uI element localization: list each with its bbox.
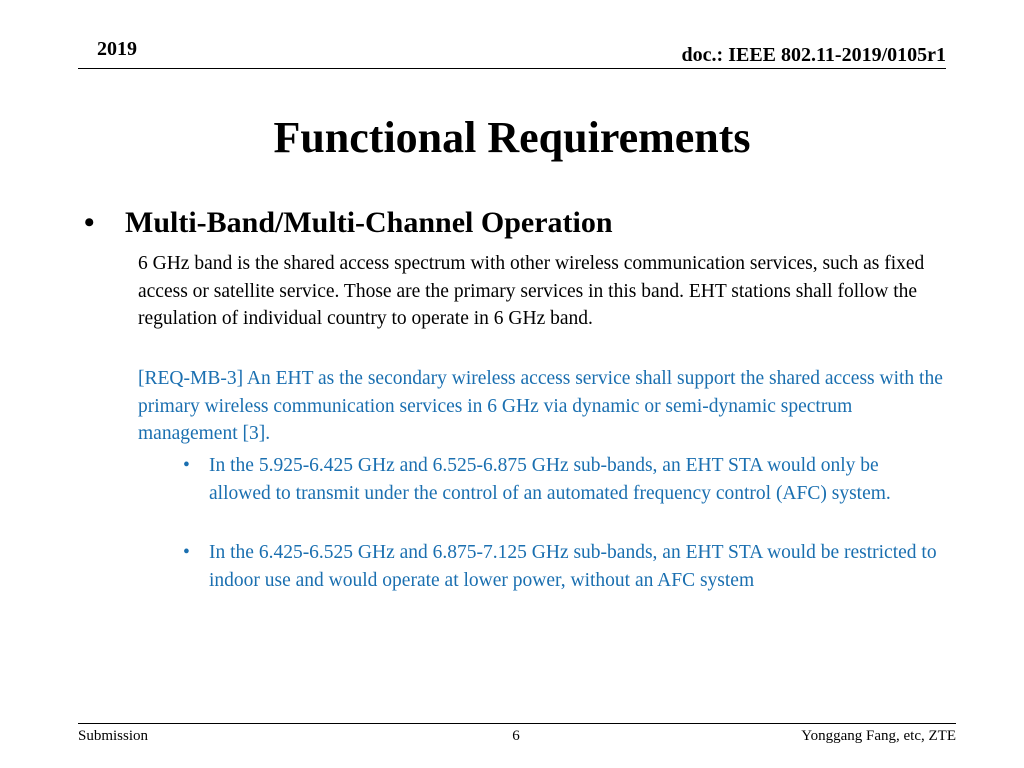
requirement-paragraph: [REQ-MB-3] An EHT as the secondary wireless access service shall support the shared access with the primary wireless communication services in 6 GHz via dynamic or semi-dynamic spectrum management [3]. [138,368,943,444]
slide-title: Functional Requirements [273,113,751,162]
bullet-icon: • [84,206,95,239]
document-id: doc.: IEEE 802.11-2019/0105r1 [681,44,946,66]
sub-bullet-text: In the 5.925-6.425 GHz and 6.525-6.875 GHz sub-bands, an EHT STA would only be allowed to transmit under the control of an automated frequency control (AFC) system. [209,455,891,504]
section-heading: Multi-Band/Multi-Channel Operation [125,206,613,239]
header-year: 2019 [97,38,137,60]
footer-divider [78,723,956,724]
bullet-icon: • [183,455,190,476]
page-number: 6 [512,728,520,744]
bullet-icon: • [183,542,190,563]
sub-bullet-item [183,452,943,507]
sub-bullet-text: In the 6.425-6.525 GHz and 6.875-7.125 GHz sub-bands, an EHT STA would be restricted to indoor use and would operate at lower power, without an AFC system [209,542,937,591]
description-paragraph: 6 GHz band is the shared access spectrum with other wireless communication services, such as fixed access or satellite service. Those are the primary services in this band. EHT stations shall follow the regulation of individual country to operate in 6 GHz band. [138,253,925,329]
footer-submission: Submission [78,728,149,744]
header-divider [78,68,946,69]
footer-author: Yonggang Fang, etc, ZTE [801,728,956,744]
sub-bullet-item [183,539,943,594]
